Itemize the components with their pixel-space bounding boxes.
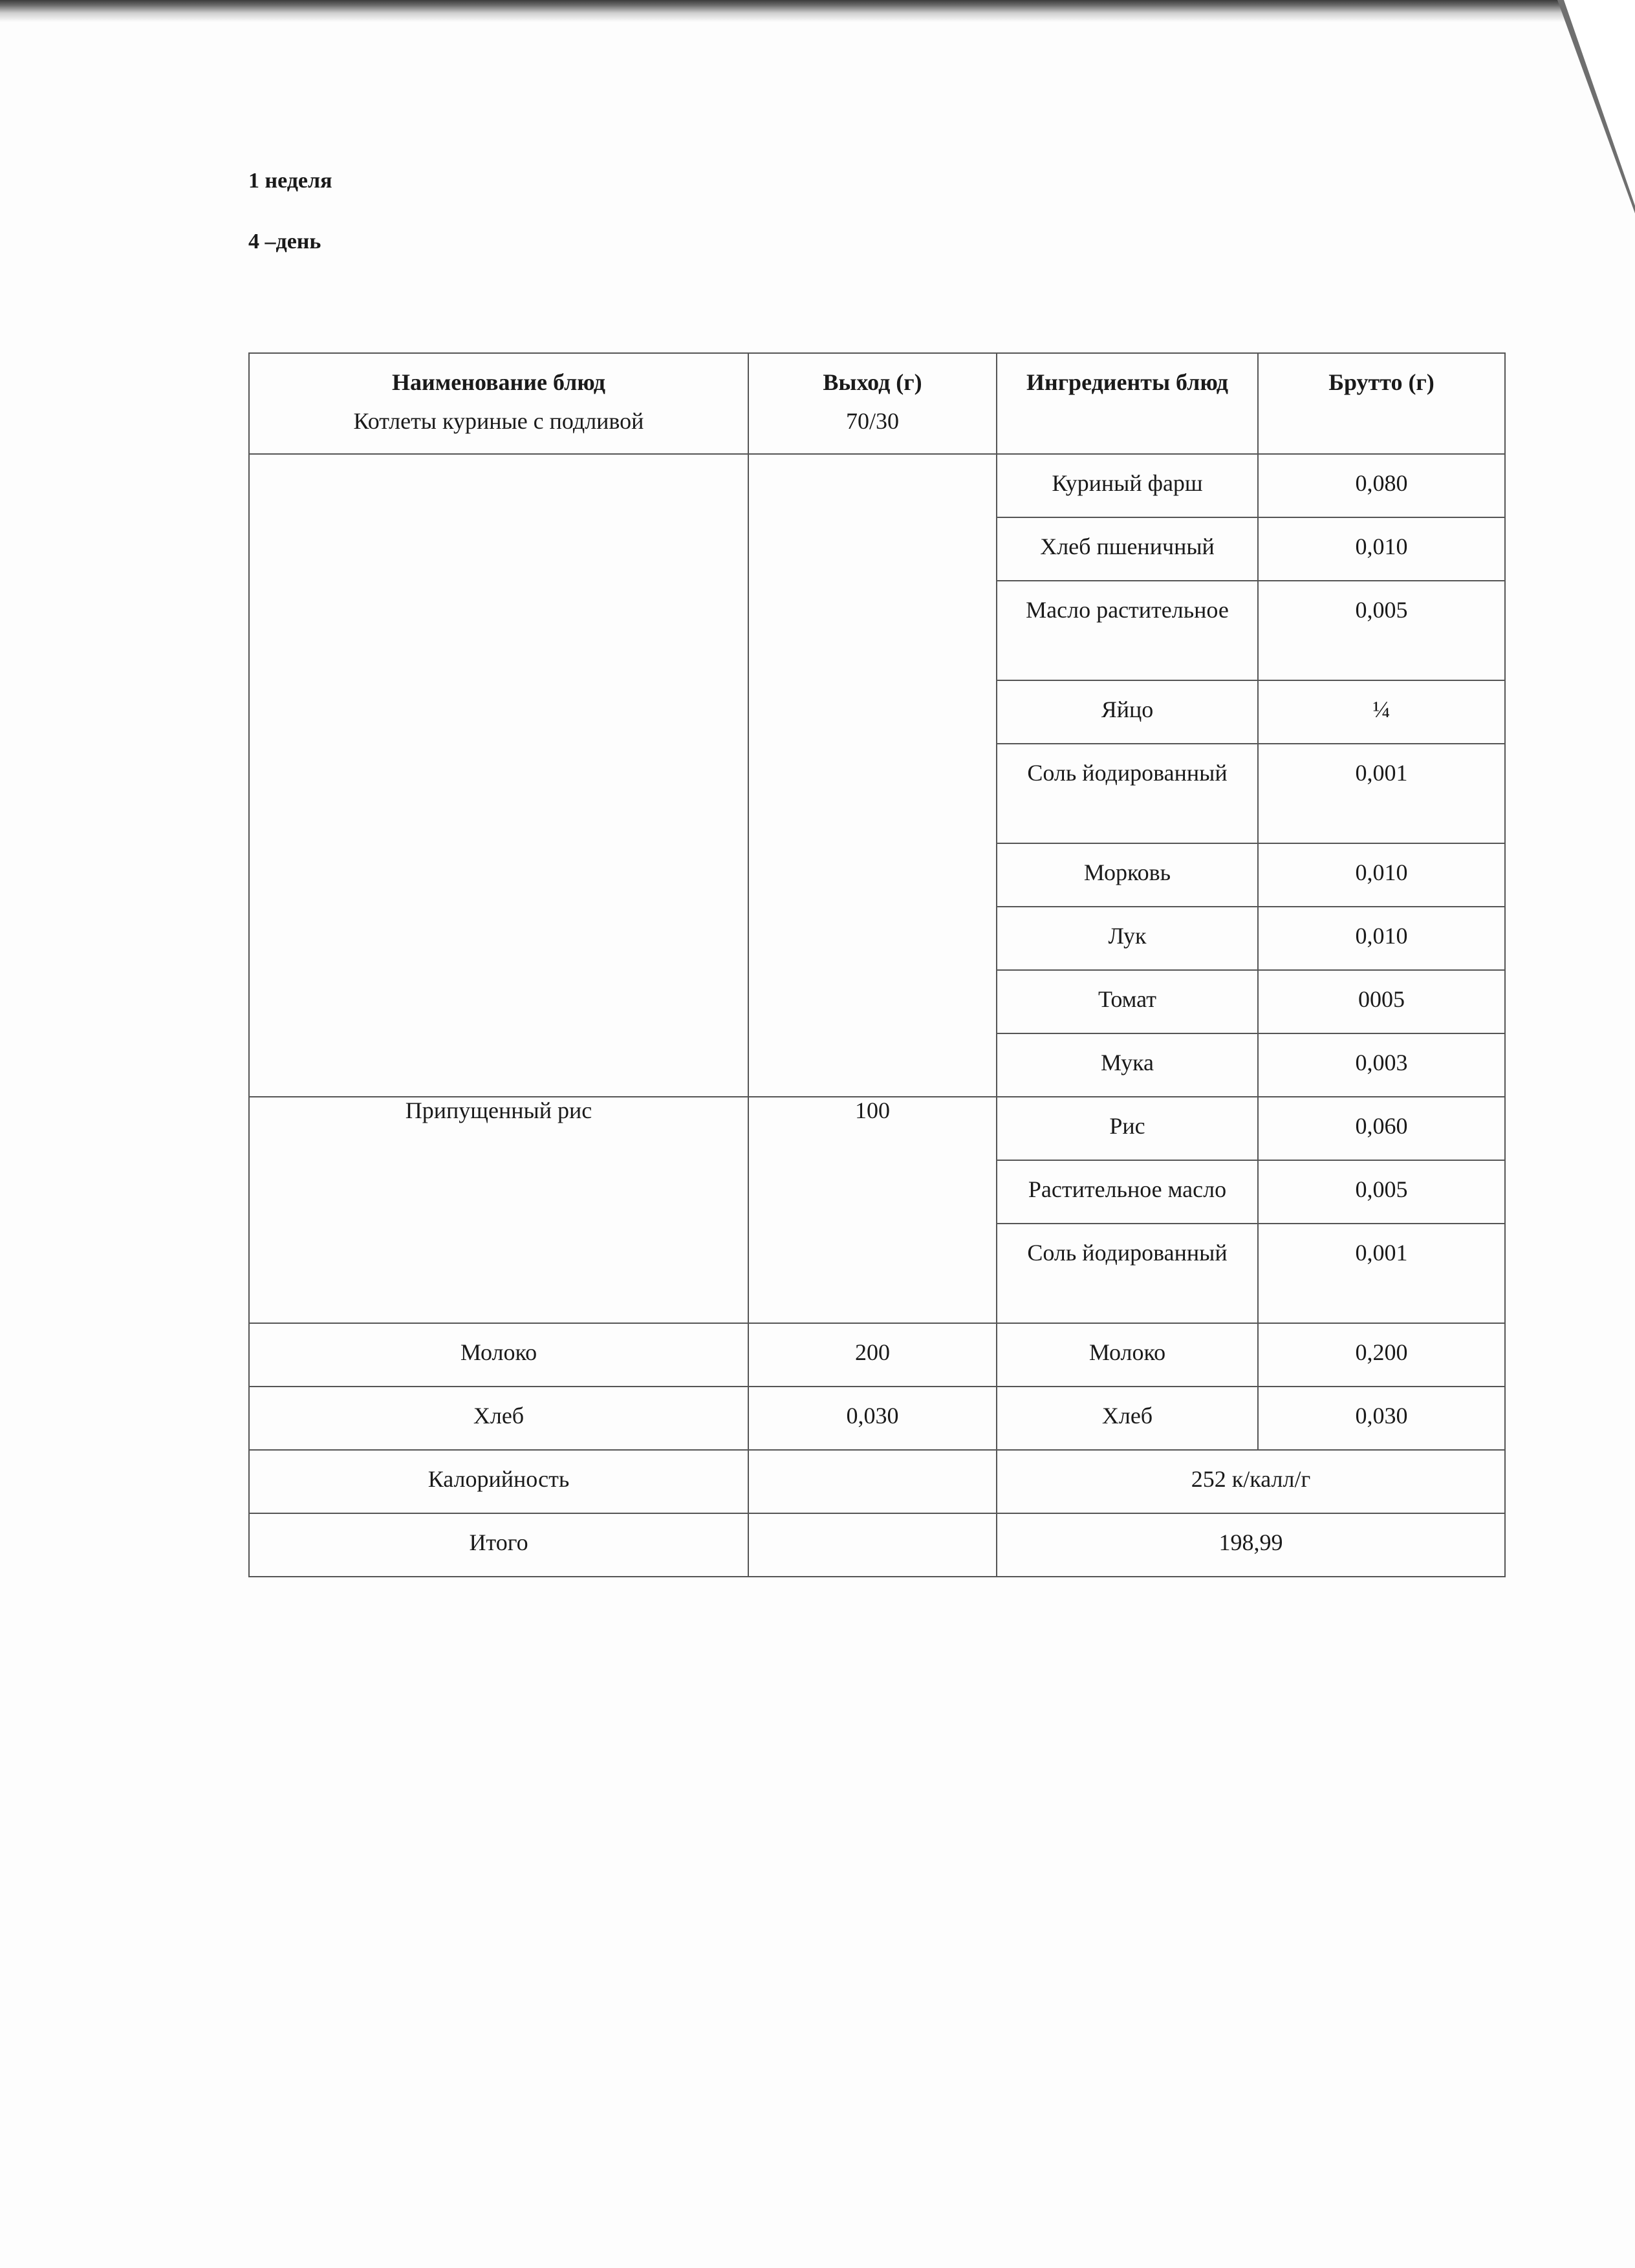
ingredient-name: Куриный фарш xyxy=(997,454,1258,517)
ingredient-gross: 0,005 xyxy=(1258,1160,1505,1224)
ingredient-name: Хлеб пшеничный xyxy=(997,517,1258,581)
ingredient-gross: 0,001 xyxy=(1258,744,1505,843)
ingredient-name: Мука xyxy=(997,1033,1258,1097)
total-row xyxy=(249,1513,1505,1577)
ingredient-name: Растительное масло xyxy=(997,1160,1258,1224)
ingredient-gross: 0,080 xyxy=(1258,454,1505,517)
ingredient-gross: 0,010 xyxy=(1258,843,1505,907)
table-row xyxy=(249,454,1505,517)
column-header-yield: Выход (г) xyxy=(748,353,997,454)
ingredient-name: Рис xyxy=(997,1097,1258,1160)
calories-label: Калорийность xyxy=(249,1450,748,1513)
table-row xyxy=(249,1097,1505,1160)
ingredient-name: Хлеб xyxy=(997,1387,1258,1450)
calories-value: 252 к/калл/г xyxy=(997,1450,1505,1513)
ingredient-gross: 0,030 xyxy=(1258,1387,1505,1450)
ingredient-gross: 0,003 xyxy=(1258,1033,1505,1097)
dish-yield: 200 xyxy=(748,1323,997,1387)
week-label: 1 неделя xyxy=(248,169,332,193)
ingredient-name: Яйцо xyxy=(997,680,1258,744)
ingredient-name: Масло растительное xyxy=(997,581,1258,680)
ingredient-name: Молоко xyxy=(997,1323,1258,1387)
dish-yield: 70/30 xyxy=(748,454,997,1097)
column-header-gross: Брутто (г) xyxy=(1258,353,1505,454)
dish-name: Молоко xyxy=(249,1323,748,1387)
total-label: Итого xyxy=(249,1513,748,1577)
day-label: 4 –день xyxy=(248,230,321,254)
column-header-ingredients: Ингредиенты блюд xyxy=(997,353,1258,454)
ingredient-name: Морковь xyxy=(997,843,1258,907)
folded-corner xyxy=(1564,0,1635,206)
ingredient-gross: 0,060 xyxy=(1258,1097,1505,1160)
dish-name: Хлеб xyxy=(249,1387,748,1450)
table-row xyxy=(249,1323,1505,1387)
menu-table xyxy=(248,352,1506,1577)
calories-empty-cell xyxy=(748,1450,997,1513)
column-header-dish: Наименование блюд xyxy=(249,353,748,454)
ingredient-name: Лук xyxy=(997,907,1258,970)
ingredient-name: Соль йодированный xyxy=(997,744,1258,843)
ingredient-gross: 0005 xyxy=(1258,970,1505,1033)
scan-top-edge xyxy=(0,0,1635,22)
dish-yield: 0,030 xyxy=(748,1387,997,1450)
ingredient-gross: 0,010 xyxy=(1258,907,1505,970)
ingredient-gross: 0,001 xyxy=(1258,1224,1505,1323)
calories-row xyxy=(249,1450,1505,1513)
ingredient-gross: ¼ xyxy=(1258,680,1505,744)
total-empty-cell xyxy=(748,1513,997,1577)
dish-yield: 100 xyxy=(748,1097,997,1323)
ingredient-name: Томат xyxy=(997,970,1258,1033)
ingredient-gross: 0,010 xyxy=(1258,517,1505,581)
ingredient-gross: 0,200 xyxy=(1258,1323,1505,1387)
table-row xyxy=(249,1387,1505,1450)
ingredient-gross: 0,005 xyxy=(1258,581,1505,680)
dish-name: Припущенный рис xyxy=(249,1097,748,1323)
total-value: 198,99 xyxy=(997,1513,1505,1577)
dish-name: Котлеты куриные с подливой xyxy=(249,454,748,1097)
ingredient-name: Соль йодированный xyxy=(997,1224,1258,1323)
